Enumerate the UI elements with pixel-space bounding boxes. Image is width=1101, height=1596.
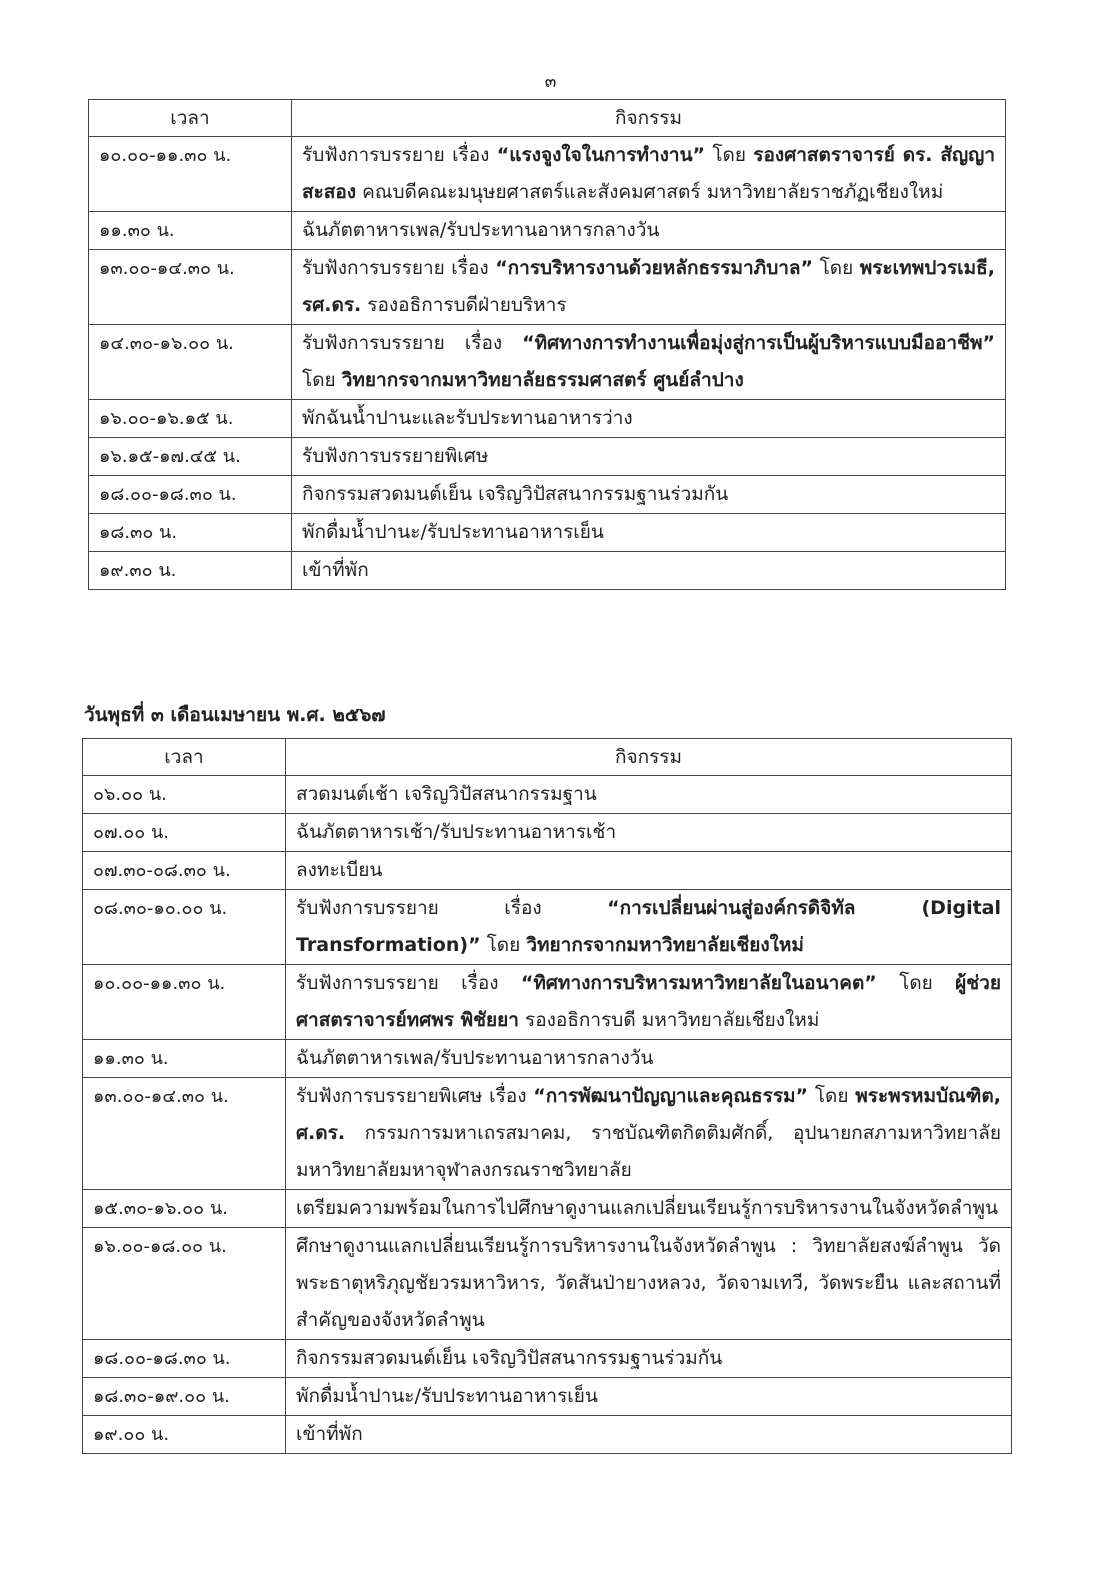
table-row xyxy=(83,890,1012,965)
table-row xyxy=(89,325,1006,400)
activity-cell xyxy=(286,1340,1012,1378)
table-row xyxy=(83,1340,1012,1378)
activity-text: กรรมการมหาเถรสมาคม, ราชบัณฑิตกิตติมศักดิ์, อุปนายกสภามหาวิทยาลัย มหาวิทยาลัยมหาจุฬาลงกรณราชวิทยาลัย xyxy=(296,1122,1001,1181)
time-cell: ๑๘.๐๐-๑๘.๓๐ น. xyxy=(89,476,292,514)
table-row xyxy=(89,514,1006,552)
time-cell: ๐๗.๐๐ น. xyxy=(83,814,286,852)
time-cell: ๑๑.๓๐ น. xyxy=(89,212,292,250)
time-column-header: เวลา xyxy=(83,739,286,776)
activity-text: กิจกรรมสวดมนต์เย็น เจริญวิปัสสนากรรมฐานร่วมกัน xyxy=(296,1347,723,1369)
activity-cell xyxy=(292,137,1006,212)
activity-text: พักดื่มน้ำปานะ/รับประทานอาหารเย็น xyxy=(302,521,604,543)
table-row xyxy=(89,400,1006,438)
activity-cell xyxy=(292,400,1006,438)
activity-cell xyxy=(292,325,1006,400)
activity-text: รับฟังการบรรยาย เรื่อง xyxy=(302,257,496,279)
time-cell: ๐๘.๓๐-๑๐.๐๐ น. xyxy=(83,890,286,965)
activity-emphasis: พระพรหมบัณฑิต, ศ.ดร. xyxy=(296,1085,1001,1144)
time-cell: ๑๕.๓๐-๑๖.๐๐ น. xyxy=(83,1190,286,1228)
activity-text: โดย xyxy=(480,934,527,956)
time-cell: ๑๘.๐๐-๑๘.๓๐ น. xyxy=(83,1340,286,1378)
activity-cell xyxy=(286,1040,1012,1078)
activity-emphasis: “ทิศทางการบริหารมหาวิทยาลัยในอนาคต” xyxy=(520,972,877,994)
table-row xyxy=(83,776,1012,814)
activity-cell xyxy=(286,1078,1012,1190)
schedule-table-day1 xyxy=(88,99,1006,590)
time-cell: ๑๖.๐๐-๑๖.๑๕ น. xyxy=(89,400,292,438)
table-row xyxy=(83,1416,1012,1454)
activity-text: โดย xyxy=(302,369,342,391)
activity-cell xyxy=(286,776,1012,814)
activity-text: โดย xyxy=(876,972,956,994)
activity-text: รองอธิการบดี มหาวิทยาลัยเชียงใหม่ xyxy=(518,1009,820,1031)
time-cell: ๑๘.๓๐ น. xyxy=(89,514,292,552)
time-cell: ๑๓.๐๐-๑๔.๓๐ น. xyxy=(83,1078,286,1190)
activity-cell xyxy=(286,814,1012,852)
activity-cell xyxy=(292,250,1006,325)
activity-emphasis: รองศาสตราจารย์ ดร. สัญญา สะสอง xyxy=(302,144,995,203)
time-cell: ๐๗.๓๐-๐๘.๓๐ น. xyxy=(83,852,286,890)
table-row xyxy=(83,965,1012,1040)
activity-cell xyxy=(292,552,1006,590)
activity-cell xyxy=(292,476,1006,514)
table-row xyxy=(83,1040,1012,1078)
activity-emphasis: “การบริหารงานด้วยหลักธรรมาภิบาล” xyxy=(495,257,814,279)
time-cell: ๑๔.๓๐-๑๖.๐๐ น. xyxy=(89,325,292,400)
activity-text: รับฟังการบรรยาย เรื่อง xyxy=(296,897,608,919)
activity-cell xyxy=(292,212,1006,250)
activity-text: รองอธิการบดีฝ่ายบริหาร xyxy=(361,294,567,316)
activity-text: ฉันภัตตาหารเช้า/รับประทานอาหารเช้า xyxy=(296,821,617,843)
activity-emphasis: “การพัฒนาปัญญาและคุณธรรม” xyxy=(533,1085,809,1107)
table-header-row xyxy=(89,100,1006,137)
activity-emphasis: “การเปลี่ยนผ่านสู่องค์กรดิจิทัล (Digital Transformation)” xyxy=(296,897,1001,956)
page-number: ๓ xyxy=(544,72,557,92)
time-cell: ๑๖.๐๐-๑๘.๐๐ น. xyxy=(83,1228,286,1340)
activity-cell xyxy=(286,1378,1012,1416)
activity-text: พักดื่มน้ำปานะ/รับประทานอาหารเย็น xyxy=(296,1385,598,1407)
table-row xyxy=(83,1190,1012,1228)
activity-text: ลงทะเบียน xyxy=(296,859,383,881)
activity-column-header: กิจกรรม xyxy=(286,739,1012,776)
time-cell: ๐๖.๐๐ น. xyxy=(83,776,286,814)
table-row xyxy=(89,137,1006,212)
schedule-table-day2 xyxy=(82,738,1012,1454)
activity-text: ฉันภัตตาหารเพล/รับประทานอาหารกลางวัน xyxy=(296,1047,654,1069)
activity-emphasis: ผู้ช่วยศาสตราจารย์ทศพร พิชัยยา xyxy=(296,972,1001,1031)
activity-cell xyxy=(286,852,1012,890)
activity-text: รับฟังการบรรยายพิเศษ เรื่อง xyxy=(296,1085,534,1107)
time-cell: ๑๙.๐๐ น. xyxy=(83,1416,286,1454)
time-column-header: เวลา xyxy=(89,100,292,137)
table-row xyxy=(89,212,1006,250)
activity-cell xyxy=(292,438,1006,476)
day-heading: วันพุธที่ ๓ เดือนเมษายน พ.ศ. ๒๕๖๗ xyxy=(84,704,386,726)
time-cell: ๑๘.๓๐-๑๙.๐๐ น. xyxy=(83,1378,286,1416)
activity-text: รับฟังการบรรยาย เรื่อง xyxy=(302,332,523,354)
activity-text: เข้าที่พัก xyxy=(296,1423,363,1445)
activity-text: ศึกษาดูงานแลกเปลี่ยนเรียนรู้การบริหารงานในจังหวัดลำพูน : วิทยาลัยสงฆ์ลำพูน วัดพระธาตุหริภุญชัยวรมหาวิหาร, วัดสันป่ายางหลวง, วัดจามเทวี, วัดพระยืน และสถานที่สำคัญของจังหวัดลำพูน xyxy=(296,1235,1001,1331)
activity-text: ฉันภัตตาหารเพล/รับประทานอาหารกลางวัน xyxy=(302,219,660,241)
table-header-row xyxy=(83,739,1012,776)
activity-text: รับฟังการบรรยาย เรื่อง xyxy=(296,972,521,994)
activity-text: กิจกรรมสวดมนต์เย็น เจริญวิปัสสนากรรมฐานร่วมกัน xyxy=(302,483,729,505)
time-cell: ๑๖.๑๕-๑๗.๔๕ น. xyxy=(89,438,292,476)
time-cell: ๑๓.๐๐-๑๔.๓๐ น. xyxy=(89,250,292,325)
time-cell: ๑๐.๐๐-๑๑.๓๐ น. xyxy=(83,965,286,1040)
table-row xyxy=(83,1378,1012,1416)
activity-text: เข้าที่พัก xyxy=(302,559,369,581)
activity-cell xyxy=(286,1416,1012,1454)
activity-emphasis: วิทยากรจากมหาวิทยาลัยเชียงใหม่ xyxy=(526,934,804,956)
activity-text: โดย xyxy=(813,257,860,279)
activity-cell xyxy=(286,1228,1012,1340)
activity-emphasis: “แรงจูงใจในการทำงาน” xyxy=(496,144,706,166)
activity-cell xyxy=(292,514,1006,552)
activity-cell xyxy=(286,965,1012,1040)
table-row xyxy=(83,852,1012,890)
table-row xyxy=(89,438,1006,476)
activity-text: รับฟังการบรรยาย เรื่อง xyxy=(302,144,497,166)
table-row xyxy=(89,476,1006,514)
activity-emphasis: พระเทพปวรเมธี, รศ.ดร. xyxy=(302,257,995,316)
activity-text: คณบดีคณะมนุษยศาสตร์และสังคมศาสตร์ มหาวิทยาลัยราชภัฏเชียงใหม่ xyxy=(356,181,944,203)
time-cell: ๑๑.๓๐ น. xyxy=(83,1040,286,1078)
activity-text: เตรียมความพร้อมในการไปศึกษาดูงานแลกเปลี่ยนเรียนรู้การบริหารงานในจังหวัดลำพูน xyxy=(296,1197,998,1219)
activity-emphasis: วิทยากรจากมหาวิทยาลัยธรรมศาสตร์ ศูนย์ลำปาง xyxy=(341,369,744,391)
table-row xyxy=(83,1078,1012,1190)
table-row xyxy=(83,814,1012,852)
activity-emphasis: “ทิศทางการทำงานเพื่อมุ่งสู่การเป็นผู้บริหารแบบมืออาชีพ” xyxy=(522,332,995,354)
table-row xyxy=(83,1228,1012,1340)
activity-text: สวดมนต์เช้า เจริญวิปัสสนากรรมฐาน xyxy=(296,783,597,805)
activity-column-header: กิจกรรม xyxy=(292,100,1006,137)
time-cell: ๑๐.๐๐-๑๑.๓๐ น. xyxy=(89,137,292,212)
activity-cell xyxy=(286,890,1012,965)
activity-text: โดย xyxy=(808,1085,856,1107)
time-cell: ๑๙.๓๐ น. xyxy=(89,552,292,590)
activity-cell xyxy=(286,1190,1012,1228)
table-row xyxy=(89,250,1006,325)
activity-text: รับฟังการบรรยายพิเศษ xyxy=(302,445,489,467)
table-row xyxy=(89,552,1006,590)
activity-text: โดย xyxy=(705,144,754,166)
activity-text: พักฉันน้ำปานะและรับประทานอาหารว่าง xyxy=(302,407,633,429)
